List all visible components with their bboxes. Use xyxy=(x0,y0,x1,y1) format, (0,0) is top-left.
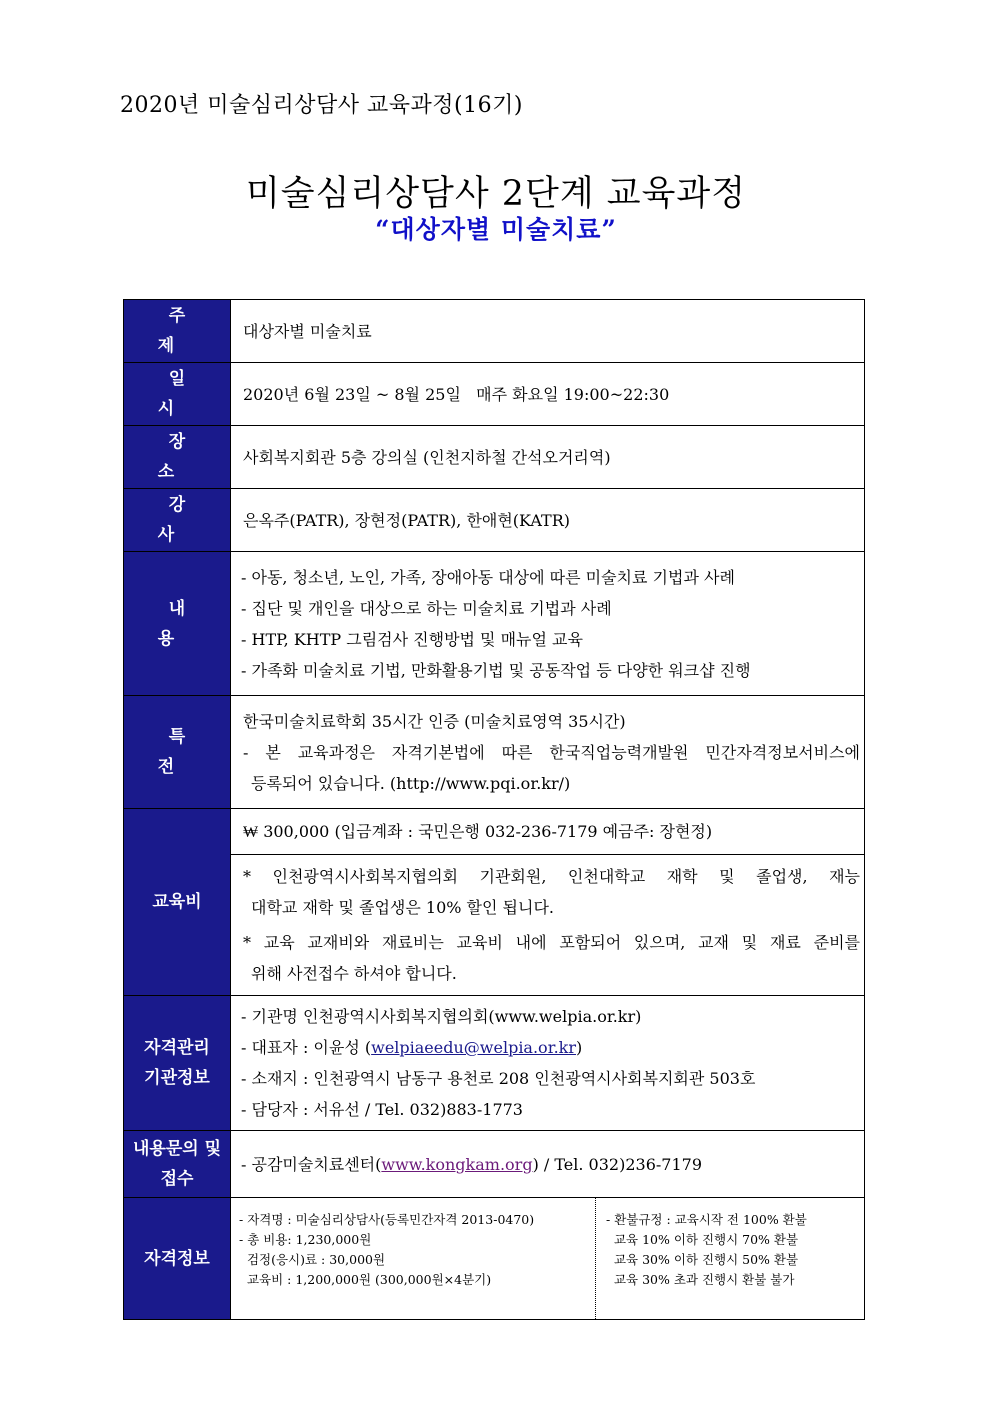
agency-contact: - 담당자 : 서유선 / Tel. 032)883-1773 xyxy=(241,1100,523,1119)
qualification-refund-policy xyxy=(596,1198,864,1319)
qualification-fee-line: 교육비 : 1,200,000원 (300,000원×4분기) xyxy=(239,1272,492,1287)
label-inquiry-line1: 내용문의 및 xyxy=(132,1139,222,1159)
label-place: 장 소 xyxy=(124,426,231,489)
benefit-registration: - 본 교육과정은 자격기본법에 따른 한국직업능력개발원 민간자격정보서비스에 xyxy=(243,742,860,762)
value-inquiry xyxy=(231,1131,865,1198)
agency-name: - 기관명 인천광역시사회복지협의회(www.welpia.or.kr) xyxy=(241,1007,642,1026)
row-instructors xyxy=(124,489,865,552)
label-content: 내 용 xyxy=(124,552,231,696)
content-item: - 가족화 미술치료 기법, 만화활용기법 및 공동작업 등 다양한 워크샵 진행 xyxy=(241,660,751,680)
benefit-certification: 한국미술치료학회 35시간 인증 (미술치료영역 35시간) xyxy=(243,711,626,731)
fee-discount-note: * 인천광역시사회복지협의회 기관회원, 인천대학교 재학 및 졸업생, 재능 xyxy=(243,867,860,886)
label-subject: 주 제 xyxy=(124,300,231,363)
label-agency-line1: 자격관리 xyxy=(144,1038,210,1058)
value-fee-notes xyxy=(231,855,865,996)
sub-title: “대상자별 미술치료” xyxy=(375,215,617,244)
value-subject: 대상자별 미술치료 xyxy=(231,300,865,363)
refund-policy-line: 교육 10% 이하 진행시 70% 환불 xyxy=(606,1232,799,1247)
row-content xyxy=(124,552,865,696)
value-content xyxy=(231,552,865,696)
fee-discount-note-cont: 대학교 재학 및 졸업생은 10% 할인 됩니다. xyxy=(251,898,555,917)
value-benefits xyxy=(231,696,865,809)
refund-policy-line: 교육 30% 초과 진행시 환불 불가 xyxy=(606,1272,795,1287)
label-agency xyxy=(124,996,231,1131)
label-fee: 교육비 xyxy=(124,809,231,996)
agency-rep-prefix: - 대표자 : 이윤성 ( xyxy=(241,1038,372,1057)
content-item: - 집단 및 개인을 대상으로 하는 미술치료 기법과 사례 xyxy=(241,598,612,618)
row-schedule xyxy=(124,363,865,426)
content-item: - HTP, KHTP 그림검사 진행방법 및 매뉴얼 교육 xyxy=(241,629,583,649)
value-instructors: 은옥주(PATR), 장현정(PATR), 한애현(KATR) xyxy=(231,489,865,552)
row-fee-amount xyxy=(124,809,865,855)
value-qualification xyxy=(231,1198,865,1320)
inquiry-prefix: - 공감미술치료센터( xyxy=(241,1154,382,1174)
row-fee-notes xyxy=(124,855,865,996)
benefit-registration-cont: 등록되어 있습니다. (http://www.pqi.or.kr/) xyxy=(251,773,571,793)
qualification-fee-line: - 총 비용: 1,230,000원 xyxy=(239,1232,372,1247)
course-info-table xyxy=(123,299,865,1320)
row-qualification xyxy=(124,1198,865,1320)
agency-rep-suffix: ) xyxy=(576,1038,583,1057)
main-title: 미술심리상담사 2단계 교육과정 xyxy=(245,174,747,214)
value-schedule: 2020년 6월 23일 ~ 8월 25일 매주 화요일 19:00~22:30 xyxy=(231,363,865,426)
fee-materials-note-cont: 위해 사전접수 하셔야 합니다. xyxy=(251,964,457,983)
fee-materials-note: * 교육 교재비와 재료비는 교육비 내에 포함되어 있으며, 교재 및 재료 준비를 xyxy=(243,933,860,952)
document-top-title: 2020년 미술심리상담사 교육과정(16기) xyxy=(120,93,523,118)
agency-email-link[interactable]: welpiaeedu@welpia.or.kr xyxy=(371,1038,577,1057)
row-agency xyxy=(124,996,865,1131)
agency-address: - 소재지 : 인천광역시 남동구 용천로 208 인천광역시사회복지회관 503호 xyxy=(241,1069,756,1088)
refund-policy-line: - 환불규정 : 교육시작 전 100% 환불 xyxy=(606,1212,807,1227)
inquiry-website-link[interactable]: www.kongkam.org xyxy=(381,1154,533,1174)
row-benefits xyxy=(124,696,865,809)
row-subject xyxy=(124,300,865,363)
label-benefits: 특 전 xyxy=(124,696,231,809)
inquiry-contact xyxy=(241,1149,860,1180)
inquiry-suffix: ) / Tel. 032)236-7179 xyxy=(532,1154,702,1174)
qualification-fees xyxy=(231,1198,596,1319)
value-agency xyxy=(231,996,865,1131)
agency-representative xyxy=(241,1032,860,1063)
refund-policy-line: 교육 30% 이하 진행시 50% 환불 xyxy=(606,1252,799,1267)
label-inquiry-line2: 접수 xyxy=(160,1169,194,1189)
content-item: - 아동, 청소년, 노인, 가족, 장애아동 대상에 따른 미술치료 기법과 사례 xyxy=(241,567,735,587)
label-instructors: 강 사 xyxy=(124,489,231,552)
label-inquiry xyxy=(124,1131,231,1198)
label-qualification: 자격정보 xyxy=(124,1198,231,1320)
label-schedule: 일 시 xyxy=(124,363,231,426)
qualification-fee-line: - 자격명 : 미술심리상담사(등록민간자격 2013-0470) xyxy=(239,1212,535,1227)
value-place: 사회복지회관 5층 강의실 (인천지하철 간석오거리역) xyxy=(231,426,865,489)
value-fee-amount: ₩ 300,000 (입금계좌 : 국민은행 032-236-7179 예금주: 장현정) xyxy=(231,809,865,855)
label-agency-line2: 기관정보 xyxy=(144,1068,210,1088)
row-place xyxy=(124,426,865,489)
row-inquiry xyxy=(124,1131,865,1198)
qualification-fee-line: 검정(응시)료 : 30,000원 xyxy=(239,1252,386,1267)
